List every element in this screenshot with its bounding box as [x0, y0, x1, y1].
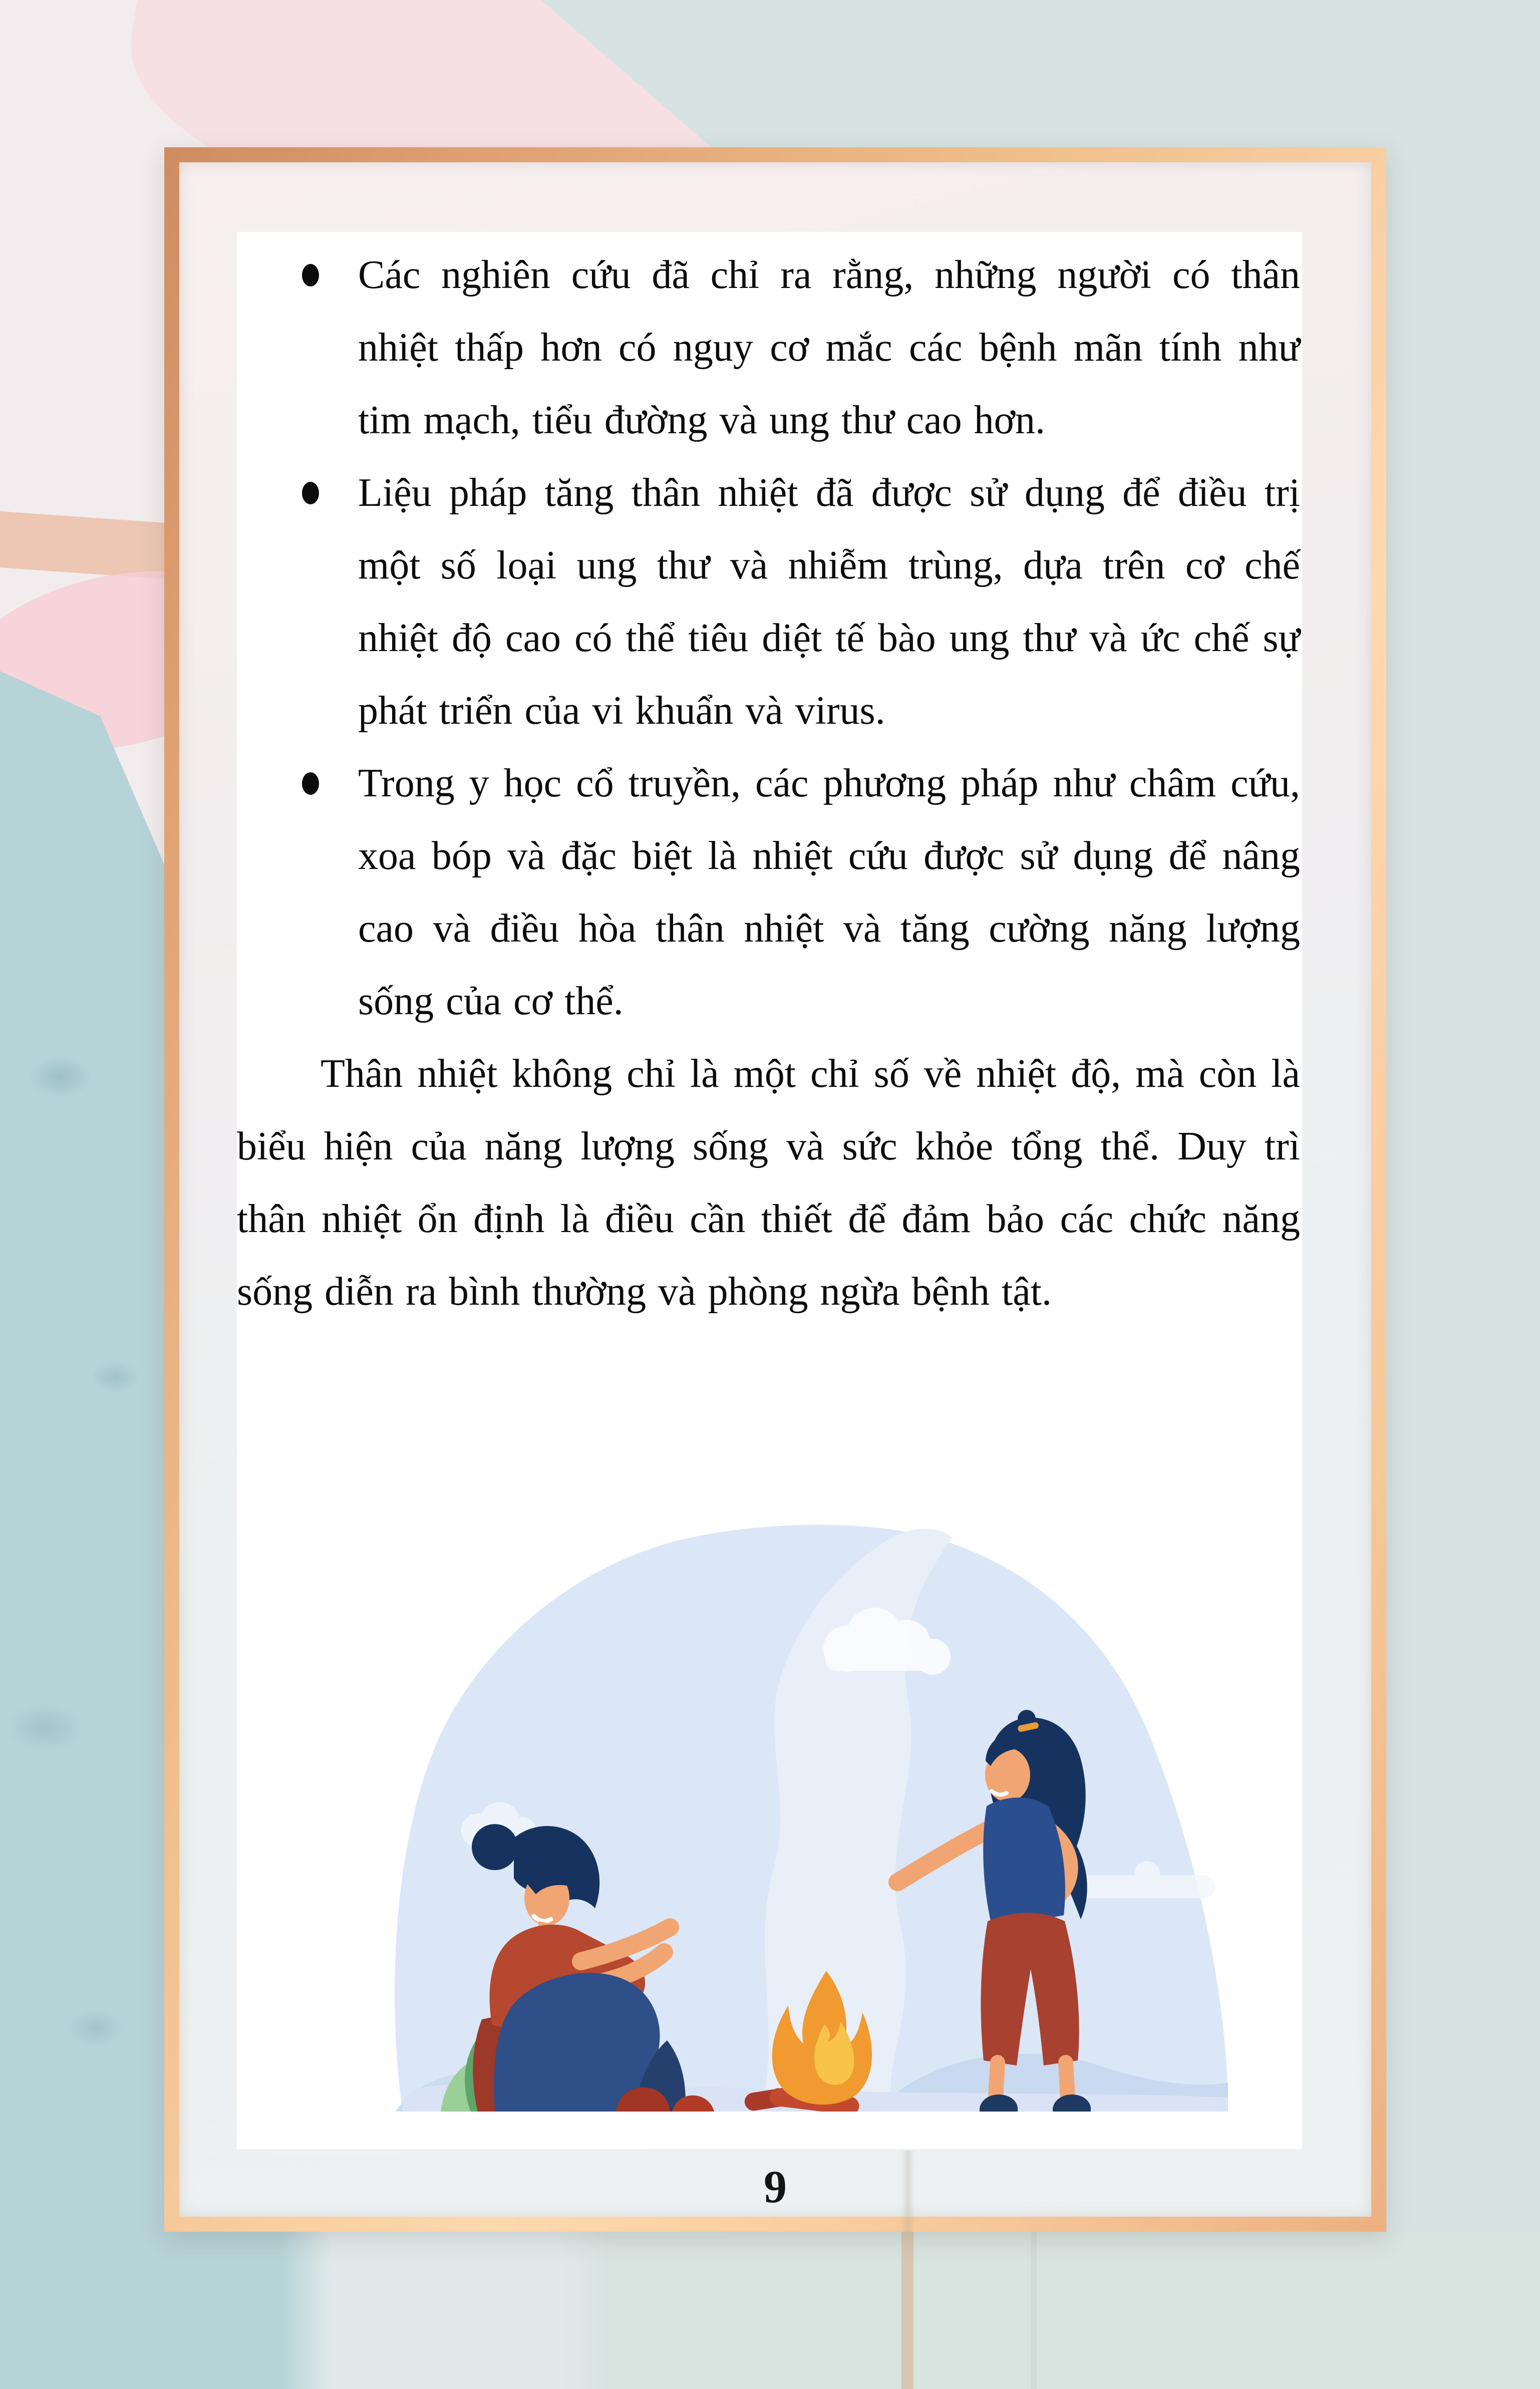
background-bottom-strip	[0, 2232, 1540, 2389]
bullet-item-1: Các nghiên cứu đã chỉ ra rằng, những người có thân nhiệt thấp hơn có nguy cơ mắc các bệnh mãn tính như tim mạch, tiểu đường và ung thư cao hơn.	[358, 239, 1300, 457]
background-stem-line-faint	[1031, 2232, 1037, 2389]
body-text	[237, 232, 1302, 1328]
page-number: 9	[764, 2161, 787, 2212]
bullet-item-3: Trong y học cổ truyền, các phương pháp như châm cứu, xoa bóp và đặc biệt là nhiệt cứu được sử dụng để nâng cao và điều hòa thân nhiệt và tăng cường năng lượng sống của cơ thể.	[358, 747, 1300, 1038]
background-stem-line	[901, 2232, 913, 2389]
content-panel	[237, 232, 1302, 2149]
campfire-illustration	[366, 1518, 1232, 2112]
body-paragraph: Thân nhiệt không chỉ là một chỉ số về nhiệt độ, mà còn là biểu hiện của năng lượng sống và sức khỏe tổng thể. Duy trì thân nhiệt ổn định là điều cần thiết để đảm bảo các chức năng sống diễn ra bình thường và phòng ngừa bệnh tật.	[237, 1052, 1300, 1314]
bullet-list	[237, 239, 1300, 1038]
bullet-item-2: Liệu pháp tăng thân nhiệt đã được sử dụng để điều trị một số loại ung thư và nhiễm trùng, dựa trên cơ chế nhiệt độ cao có thể tiêu diệt tế bào ung thư và ức chế sự phát triển của vi khuẩn và virus.	[358, 457, 1300, 747]
